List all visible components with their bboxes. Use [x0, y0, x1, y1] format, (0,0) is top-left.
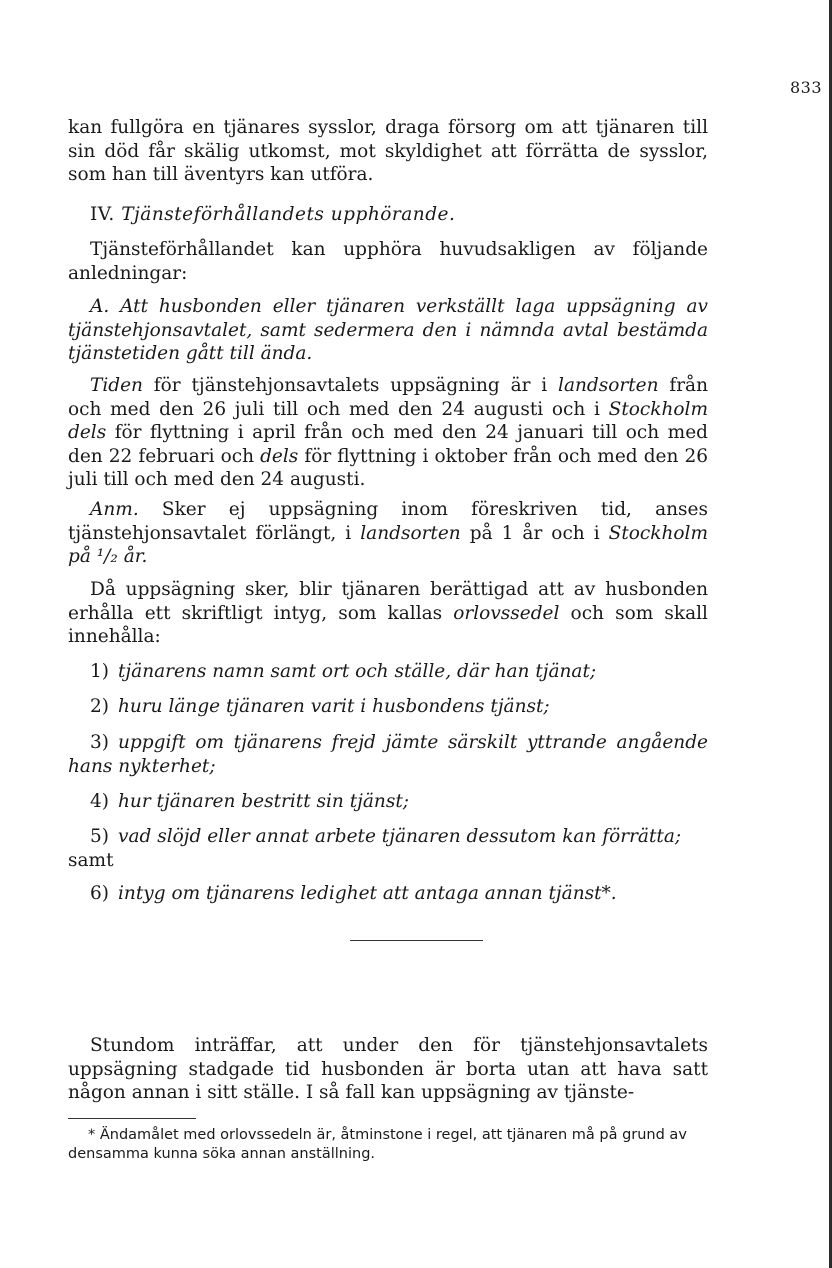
list-item-number: 3)	[90, 732, 109, 753]
section-separator	[350, 940, 483, 941]
paragraph-grounds	[68, 238, 708, 285]
cert-t1: Då uppsägning sker, blir tjänaren berättigad att av husbonden erhålla ett skriftligt intyg, som kallas	[68, 579, 708, 624]
list-item	[68, 695, 708, 719]
paragraph-grounds-text: Tjänsteförhållandet kan upphöra huvudsakligen av följande anledningar:	[68, 239, 708, 284]
paragraph-absent-text: Stundom inträffar, att under den för tjänstehjonsavtalets uppsägning stadgade tid husbonden är borta utan att hava satt någon annan i sitt ställe. I så fall kan uppsägning av tjänste-	[68, 1035, 708, 1103]
section-heading	[90, 204, 455, 225]
time-t4: för flyttning i oktober från och med den 26 juli till och med den 24 augusti.	[68, 445, 708, 490]
anm-fraction: ¹/₂ år.	[96, 546, 148, 567]
list-item-text: hur tjänaren bestritt sin tjänst;	[118, 791, 409, 812]
page-number: 833	[790, 78, 823, 97]
list-item-text: intyg om tjänarens ledighet att antaga annan tjänst*.	[118, 883, 617, 904]
list-item-tail: samt	[68, 849, 114, 871]
list-item-number: 4)	[90, 791, 109, 812]
footnote-text: * Ändamålet med orlovssedeln är, åtminstone i regel, att tjänaren må på grund av densamma kunna söka annan anställning.	[68, 1127, 687, 1162]
paragraph-time	[68, 374, 708, 492]
list-item-text: uppgift om tjänarens frejd jämte särskilt yttrande angående hans nykterhet;	[68, 732, 708, 777]
list-item-number: 2)	[90, 696, 109, 717]
anm-stockholm: Stockholm på	[68, 522, 708, 567]
paragraph-certificate	[68, 578, 708, 649]
paragraph-a-text	[68, 295, 708, 366]
list-item-text: huru länge tjänaren varit i husbondens tjänst;	[118, 696, 550, 717]
cert-term: orlovssedel	[453, 602, 560, 624]
list-item-number: 5)	[90, 826, 109, 847]
list-item-text: tjänarens namn samt ort och ställe, där han tjänat;	[118, 661, 597, 682]
section-title: Tjänsteförhållandets upphörande.	[121, 204, 456, 225]
time-stockholm-dels: Stockholm dels	[68, 398, 708, 443]
paragraph-a	[68, 295, 708, 366]
list-item	[68, 731, 708, 778]
time-t3: för flyttning i april från och med den 24 januari till och med den 22 februari och	[68, 422, 708, 467]
anm-landsorten: landsorten	[360, 522, 461, 544]
paragraph-a-body: Att husbonden eller tjänaren verkställt laga uppsägning av tjänstehjonsavtalet, samt sedermera den i nämnda avtal bestämda tjänstetiden gått till ända.	[68, 296, 708, 364]
paragraph-anm	[68, 498, 708, 569]
time-dels: dels	[260, 445, 299, 467]
list-item	[68, 660, 708, 684]
paragraph-certificate-text	[68, 578, 708, 649]
list-item-number: 6)	[90, 883, 109, 904]
paragraph-time-text	[68, 374, 708, 492]
paragraph-intro	[68, 116, 708, 187]
list-item-number: 1)	[90, 661, 109, 682]
footnote	[68, 1126, 708, 1164]
anm-t2: på 1 år och i	[460, 522, 609, 544]
paragraph-intro-text: kan fullgöra en tjänares sysslor, draga försorg om att tjänaren till sin död får skälig utkomst, mot skyldighet att förrätta de sysslor, som han till äventyrs kan utföra.	[68, 117, 708, 185]
time-landsorten: landsorten	[558, 375, 659, 396]
paragraph-anm-text	[68, 498, 708, 569]
list-item-text: vad slöjd eller annat arbete tjänaren dessutom kan förrätta;	[118, 826, 682, 847]
list-item	[68, 790, 708, 814]
anm-lead: Anm.	[90, 499, 139, 520]
section-numeral: IV.	[90, 204, 115, 225]
list-item	[68, 825, 708, 872]
anm-t1: Sker ej uppsägning inom föreskriven tid, anses tjänstehjonsavtalet förlängt, i	[68, 499, 708, 544]
paragraph-absent	[68, 1034, 708, 1105]
list-item	[68, 882, 708, 906]
paragraph-a-label: A.	[90, 296, 110, 317]
time-lead: Tiden	[90, 375, 143, 396]
time-t2: från och med den 26 juli till och med den 24 augusti och i	[68, 375, 708, 420]
time-t1: för tjänstehjonsavtalets uppsägning är i	[142, 375, 559, 396]
footnote-rule	[68, 1118, 196, 1119]
cert-t2: och som skall innehålla:	[68, 602, 708, 647]
